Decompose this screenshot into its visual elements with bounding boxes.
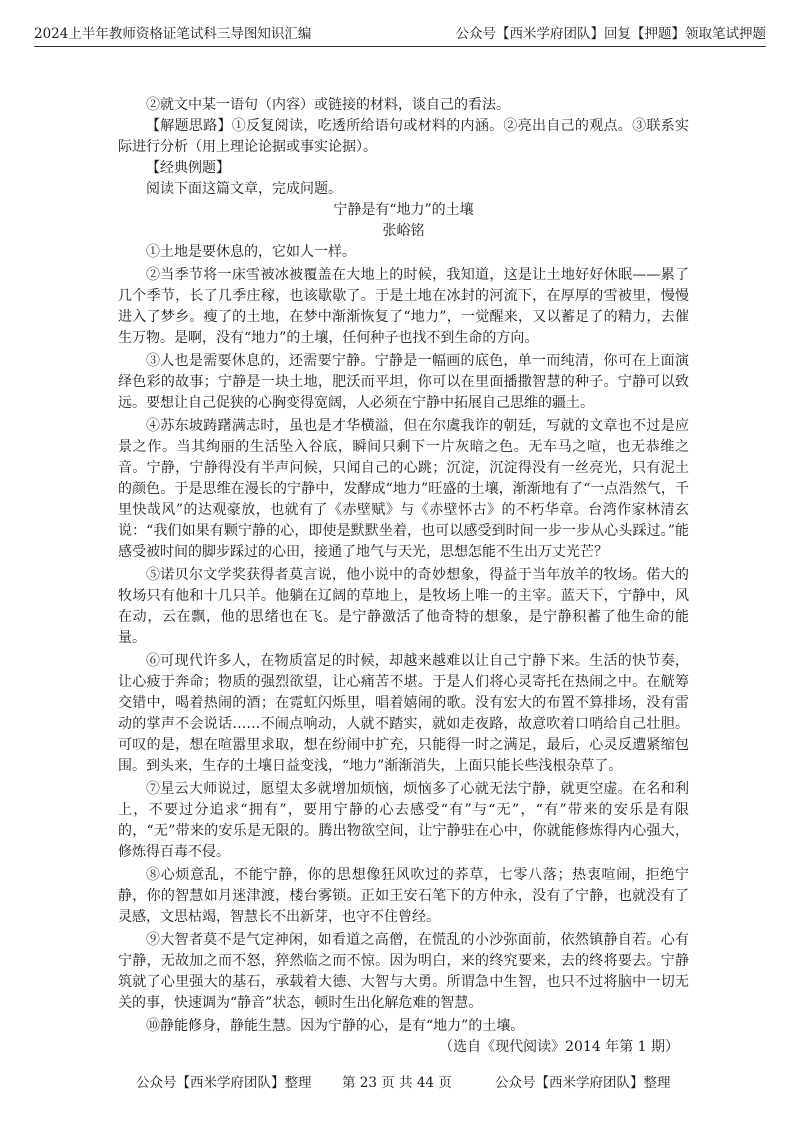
page-content [118, 95, 689, 1058]
tips-text: 【解题思路】①反复阅读，吃透所给语句或材料的内涵。②亮出自己的观点。③联系实际进行分析（用上理论论据或事实论据）。 [118, 118, 689, 155]
instruction-text: 阅读下面这篇文章，完成问题。 [146, 181, 342, 197]
article-paragraph: ①土地是要休息的，它如人一样。 [146, 244, 356, 260]
example-heading: 【经典例题】 [146, 160, 230, 176]
article-author: 张峪铭 [382, 223, 425, 239]
header-right-note: 公众号【西米学府团队】回复【押题】领取笔试押题 [455, 26, 766, 42]
article-paragraph: ⑧心烦意乱，不能宁静，你的思想像狂风吹过的荞草，七零八落；热衷喧闹，拒绝宁静，你的智慧如月迷津渡，楼台雾锁。正如王安石笔下的方仲永，没有了宁静，也就没有了灵感，文思枯竭，智慧长不出新芽，也守不住曾经。 [118, 867, 689, 925]
article-title: 宁静是有“地力”的土壤 [333, 202, 474, 218]
page-number: 第 23 页 共 44 页 [342, 1075, 452, 1091]
article-paragraph: ⑤诺贝尔文学奖获得者莫言说，他小说中的奇妙想象，得益于当年放羊的牧场。偌大的牧场只有他和十几只羊。他躺在辽阔的草地上，是牧场上唯一的主宰。蓝天下，宁静中，风在动，云在飘，他的思绪也在飞。是宁静激活了他奇特的想象，是宁静积蓄了他生命的能量。 [118, 567, 689, 646]
page-header [34, 24, 766, 47]
method-two-text: ②就文中某一语句（内容）或链接的材料，谈自己的看法。 [146, 97, 510, 113]
article-paragraph: ④苏东坡踌躇满志时，虽也是才华横溢，但在尔虞我诈的朝廷，写就的文章也不过是应景之作。当其绚丽的生活坠入谷底，瞬间只剩下一片灰暗之色。无车马之喧，也无恭维之音。宁静，宁静得没有半声问候，只闻自己的心跳；沉淀，沉淀得没有一丝亮光，只有泥土的颜色。于是思维在漫长的宁静中，发酵成“地力”旺盛的土壤，渐渐地有了“一点浩然气，千里快哉风”的达观豪放，也就有了《赤壁赋》与《赤壁怀古》的不朽华章。台湾作家林清玄说：“我们如果有颗宁静的心，即使是默默坐着，也可以感受到时间一步一步从心头踩过。”能感受被时间的脚步踩过的心田，接通了地气与天光，思想怎能不生出万丈光芒？ [118, 418, 689, 560]
article-paragraph: ⑨大智者莫不是气定神闲，如看道之高僧，在慌乱的小沙弥面前，依然镇静自若。心有宁静，无故加之而不怒，猝然临之而不惊。因为明白，来的终究要来，去的终将要去。宁静筑就了心里强大的基石，承载着大德、大智与大勇。所谓急中生智，也只不过将脑中一切无关的事，快速调为“静音”状态，顿时生出化解危难的智慧。 [118, 932, 689, 1011]
article-source: （选自《现代阅读》2014 年第 1 期） [439, 1039, 679, 1055]
footer-right-note: 公众号【西米学府团队】整理 [495, 1075, 671, 1091]
article-paragraph: ⑦星云大师说过，愿望太多就增加烦恼，烦恼多了心就无法宁静，就更空虚。在名和利上，不要过分追求“拥有”，要用宁静的心去感受“有”与“无”，“有”带来的安乐是有限的，“无”带来的安乐是无限的。腾出物欲空间，让宁静驻在心中，你就能修炼得内心强大，修炼得百毒不侵。 [118, 781, 689, 860]
article-paragraph: ②当季节将一床雪被冰被覆盖在大地上的时候，我知道，这是让土地好好休眠——累了几个季节，长了几季庄稼，也该歇歇了。于是土地在冰封的河流下，在厚厚的雪被里，慢慢进入了梦乡。瘦了的土地，在梦中渐渐恢复了“地力”，一觉醒来，又以蓄足了的精力，去催生万物。是啊，没有“地力”的土壤，任何种子也找不到生命的方向。 [118, 267, 689, 346]
header-left-title: 2024上半年教师资格证笔试科三导图知识汇编 [34, 26, 312, 42]
page-footer [0, 1073, 800, 1093]
article-paragraph: ③人也是需要休息的，还需要宁静。宁静是一幅画的底色，单一而纯清，你可在上面演绎色彩的故事；宁静是一块土地，肥沃而平坦，你可以在里面播撒智慧的种子。宁静可以致远。要想让自己促狭的心胸变得宽阔，人必须在宁静中拓展自己思维的疆土。 [118, 353, 689, 411]
footer-left-note: 公众号【西米学府团队】整理 [136, 1075, 312, 1091]
article-paragraph: ⑩静能修身，静能生慧。因为宁静的心，是有“地力”的土壤。 [146, 1018, 525, 1034]
article-paragraph: ⑥可现代许多人，在物质富足的时候，却越来越难以让自己宁静下来。生活的快节奏，让心疲于奔命；物质的强烈欲望，让心痛苦不堪。于是人们将心灵寄托在热闹之中。在觥筹交错中，喝着热闹的酒；在霓虹闪烁里，唱着嬉闹的歌。没有宏大的布置不算排场，没有雷动的掌声不会说话……不闹点响动，人就不踏实，就如走夜路，故意吹着口哨给自己壮胆。可叹的是，想在喧嚣里求取，想在纷闹中扩充，只能得一时之满足，最后，心灵反遭紧缩包围。到头来，生存的土壤日益变浅，“地力”渐渐消失，上面只能长些浅根杂草了。 [118, 653, 689, 774]
